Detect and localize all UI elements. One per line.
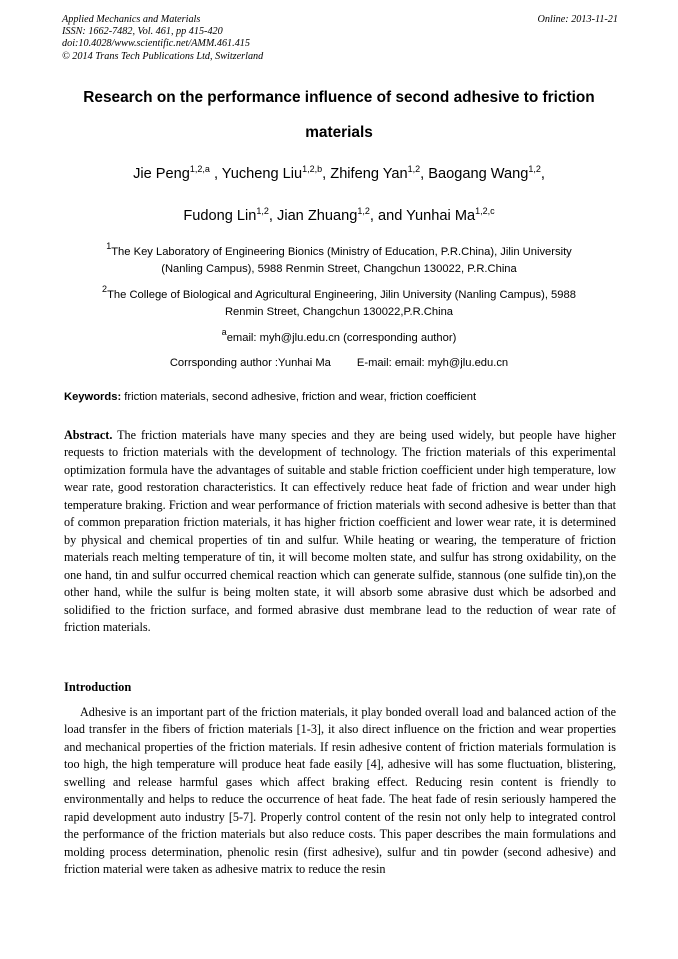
author-name: Yucheng Liu — [221, 166, 303, 182]
issn-line: ISSN: 1662-7482, Vol. 461, pp 415-420 — [62, 26, 223, 38]
author-affil-mark: 1,2 — [407, 164, 421, 174]
author-separator: , — [209, 166, 222, 182]
journal-header — [62, 14, 618, 63]
keywords-text: friction materials, second adhesive, friction and wear, friction coefficient — [121, 391, 477, 403]
abstract-text: The friction materials have many species and they are being used widely, but people have higher requests to friction materials with the development of technology. The friction materials of this experimental optimization formula have the advantages of suitable and stable friction coefficient under high temperature, low wear rate, good restoration characteristics. It can effectively reduce heat fade of friction and wear under high temperature braking. Friction and wear performance of friction materials with second adhesive is better than that of common preparation friction materials, it has higher friction coefficient and lower wear rate, it is determined by physical and chemical properties of tin and sulfur. While heating or wearing, the temperature of friction materials reach melting temperature of tin, it will become molten state, and sulfur has strong oxidability, on the one hand, tin and sulfur occurred chemical reaction which can generate sulfide, stannous (one sulfide tin),on the other hand, while the sulfur is being molten state, it will absorb some abrasive dust which be adsorbed and solidified to the friction surface, and formed abrasive dust membrane lead to the reduction of wear rate of friction materials. — [64, 428, 616, 634]
author-name: Zhifeng Yan — [330, 166, 408, 182]
online-date: Online: 2013-11-21 — [537, 14, 618, 25]
paper-title-line-2: materials — [305, 124, 373, 141]
author-separator: , — [322, 166, 331, 182]
author-affil-mark: 1,2,b — [302, 164, 323, 174]
email-text: email: myh@jlu.edu.cn (corresponding author) — [226, 332, 457, 344]
doi-line: doi:10.4028/www.scientific.net/AMM.461.415 — [62, 38, 250, 50]
email-line — [60, 327, 618, 347]
author-separator: , — [540, 166, 545, 182]
author-separator: , — [268, 208, 278, 224]
introduction-heading: Introduction — [64, 680, 132, 694]
paper-title-line-1: Research on the performance influence of second adhesive to friction — [83, 89, 595, 106]
introduction-paragraph: Adhesive is an important part of the friction materials, it play bonded overall load and balanced action of the load transfer in the fibers of friction materials [1-3], it also direct influence on the friction and wear properties and mechanical properties of the friction materials. If resin adhesive content of friction materials formulation is too high, the high temperature will produce heat fade easily [4], adhesive will has some fluctuation, blistering, swelling and release harmful gases which affect braking effect. Reducing resin content is friendly to environmentally and helps to reduce the occurrence of heat fade. The heat fade of resin seriously hampered the rapid development auto industry [5-7]. Properly control content of the resin not only help to integrated control the performance of the friction materials but also reduce costs. This paper describes the main formulations and molding process determination, phenolic resin (first adhesive), sulfur and tin powder (second adhesive) and friction material were taken as adhesive matrix to reduce the resin — [64, 705, 616, 877]
copyright-line: © 2014 Trans Tech Publications Ltd, Switzerland — [62, 50, 264, 62]
author-name: Yunhai Ma — [406, 208, 476, 224]
author-separator: , — [420, 166, 429, 182]
affiliation-1 — [60, 241, 618, 278]
affiliation-1-line-2: (Nanling Campus), 5988 Renmin Street, Changchun 130022, P.R.China — [161, 263, 517, 275]
author-separator: , and — [369, 208, 407, 224]
journal-name: Applied Mechanics and Materials — [62, 14, 201, 25]
author-affil-mark: 1,2 — [357, 206, 370, 216]
author-line-1 — [40, 166, 638, 182]
author-name: Jie Peng — [133, 166, 190, 182]
author-name: Fudong Lin — [183, 208, 257, 224]
author-affil-mark: 1,2 — [528, 164, 541, 174]
abstract-label: Abstract. — [64, 428, 113, 442]
affiliation-2-line-2: Renmin Street, Changchun 130022,P.R.China — [224, 306, 454, 318]
author-affil-mark: 1,2,c — [475, 206, 495, 216]
email-mark: a — [221, 327, 227, 337]
affiliation-2-line-1: The College of Biological and Agricultural Engineering, Jilin University (Nanling Campus), 5988 — [107, 289, 576, 301]
affiliation-1-line-1: The Key Laboratory of Engineering Bionics (Ministry of Education, P.R.China), Jilin University — [111, 246, 572, 258]
author-name: Baogang Wang — [428, 166, 529, 182]
author-affil-mark: 1,2 — [256, 206, 269, 216]
author-line-2 — [40, 208, 638, 224]
author-name: Jian Zhuang — [277, 208, 358, 224]
corresponding-author: Corrsponding author :Yunhai Ma — [169, 357, 331, 369]
affiliation-mark: 1 — [106, 241, 112, 251]
abstract-paragraph — [64, 427, 616, 636]
affiliation-mark: 2 — [102, 284, 108, 294]
affiliation-2 — [60, 284, 618, 321]
keywords — [64, 391, 620, 403]
corresponding-email: E-mail: email: myh@jlu.edu.cn — [356, 357, 509, 369]
author-affil-mark: 1,2,a — [189, 164, 210, 174]
keywords-label: Keywords: — [64, 391, 122, 403]
corresponding-author-line — [60, 355, 618, 372]
